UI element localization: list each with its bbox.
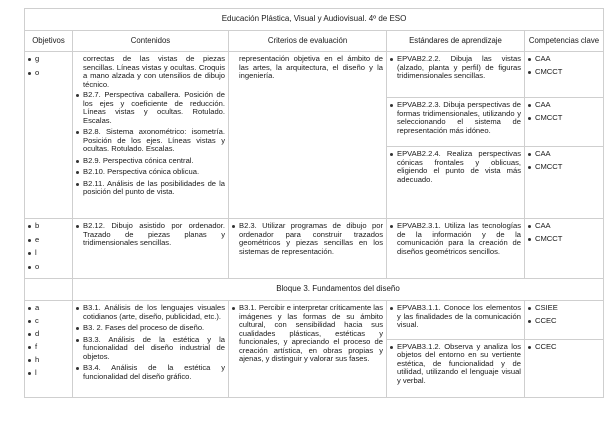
list-item: B2.11. Análisis de las posibilidades de la posición del punto de vista.	[76, 180, 225, 197]
list-item: f	[28, 343, 69, 351]
estandar-cell	[387, 52, 525, 98]
estandar-cell	[387, 301, 525, 340]
contenido-continuation: correctas de las vistas de piezas sencillas. Líneas vistas y ocultas. Croquis a mano alzada y con utensilios de dibujo técnico.	[83, 54, 225, 89]
column-header-row	[25, 31, 604, 52]
estandar-text: EPVAB2.2.4. Realiza perspectivas cónicas frontales y oblicuas, eligiendo el punto de vista más adecuado.	[390, 150, 521, 184]
section-header-row	[25, 279, 604, 301]
table-row	[25, 301, 604, 340]
competencias-cell	[525, 98, 604, 147]
list-item: c	[28, 317, 69, 325]
competencias-cell	[525, 219, 604, 279]
contenidos-cell	[73, 52, 229, 219]
table-title-row	[25, 9, 604, 31]
estandar-cell	[387, 339, 525, 397]
list-item: CAA	[528, 150, 600, 159]
criterios-cell	[229, 52, 387, 219]
list-item: d	[28, 330, 69, 338]
list-item: B3.1. Percibir e interpretar críticamente las imágenes y las formas de su ámbito cultural, con sensibilidad hacia sus cualidades plásticas, estéticas y funcionales, y apreciando el proceso de creación artística, en obras propias y ajenas, y distinguir y valorar sus fases.	[232, 304, 383, 364]
list-item: g	[28, 55, 69, 64]
estandar-text: EPVAB2.3.1. Utiliza las tecnologías de la información y de la comunicación para la creación de diseños geométricos sencillos.	[390, 222, 521, 256]
table-row	[25, 52, 604, 98]
list-item: CCEC	[528, 343, 600, 352]
list-item: h	[28, 356, 69, 364]
list-item: CAA	[528, 101, 600, 110]
competencias-cell	[525, 147, 604, 219]
estandar-text: EPVAB3.1.2. Observa y analiza los objetos del entorno en su vertiente estética, de funcionalidad y de utilidad, utilizando el lenguaje visual y verbal.	[390, 343, 521, 386]
header-competencias: Competencias clave	[525, 31, 604, 52]
criterios-cell	[229, 301, 387, 398]
header-criterios: Criterios de evaluación	[229, 31, 387, 52]
estandar-text: EPVAB2.2.3. Dibuja perspectivas de formas tridimensionales, utilizando y seleccionando el sistema de representación más idóneo.	[390, 101, 521, 135]
estandar-cell	[387, 147, 525, 219]
list-item: CMCCT	[528, 114, 600, 123]
list-item: B3.4. Análisis de la estética y funcionalidad del diseño gráfico.	[76, 364, 225, 381]
list-item: b	[28, 222, 69, 231]
list-item: B3.3. Análisis de la estética y la funcionalidad del diseño industrial de objetos.	[76, 336, 225, 362]
list-item: B2.10. Perspectiva cónica oblicua.	[76, 168, 225, 177]
table-title: Educación Plástica, Visual y Audiovisual. 4º de ESO	[25, 9, 604, 31]
contenidos-cell	[73, 219, 229, 279]
list-item: o	[28, 69, 69, 78]
header-contenidos: Contenidos	[73, 31, 229, 52]
list-item: CAA	[528, 55, 600, 64]
criterios-cell	[229, 219, 387, 279]
objetivos-cell	[25, 301, 73, 398]
competencias-cell	[525, 301, 604, 340]
estandar-cell	[387, 98, 525, 147]
list-item: l	[28, 369, 69, 377]
criterio-continuation: representación objetiva en el ámbito de las artes, la arquitectura, el diseño y la ingeniería.	[239, 54, 383, 80]
list-item: B3.1. Análisis de los lenguajes visuales cotidianos (arte, diseño, publicidad, etc.).	[76, 304, 225, 321]
list-item: CAA	[528, 222, 600, 231]
header-objetivos: Objetivos	[25, 31, 73, 52]
list-item: CMCCT	[528, 163, 600, 172]
header-estandares: Estándares de aprendizaje	[387, 31, 525, 52]
list-item: B2.12. Dibujo asistido por ordenador. Trazado de piezas planas y tridimensionales sencillas.	[76, 222, 225, 248]
contenidos-cell	[73, 301, 229, 398]
list-item: B2.9. Perspectiva cónica central.	[76, 157, 225, 166]
estandar-text: EPVAB2.2.2. Dibuja las vistas (alzado, planta y perfil) de figuras tridimensionales sencillas.	[390, 55, 521, 81]
list-item: a	[28, 304, 69, 312]
list-item: CMCCT	[528, 235, 600, 244]
curriculum-table	[24, 8, 604, 398]
list-item: CMCCT	[528, 68, 600, 77]
list-item: CCEC	[528, 317, 600, 326]
list-item: B2.7. Perspectiva caballera. Posición de los ejes y coeficiente de reducción. Líneas vistas y ocultas. Rotulado. Escalas.	[76, 91, 225, 125]
estandar-text: EPVAB3.1.1. Conoce los elementos y las finalidades de la comunicación visual.	[390, 304, 521, 330]
list-item: B3. 2. Fases del proceso de diseño.	[76, 324, 225, 333]
list-item: e	[28, 236, 69, 245]
list-item: B2.3. Utilizar programas de dibujo por ordenador para construir trazados geométricos y piezas sencillas en los sistemas de representación.	[232, 222, 383, 256]
list-item: CSIEE	[528, 304, 600, 313]
objetivos-cell	[25, 219, 73, 279]
section-header-spacer	[25, 279, 73, 301]
table-row	[25, 219, 604, 279]
section-title: Bloque 3. Fundamentos del diseño	[73, 279, 604, 301]
list-item: l	[28, 249, 69, 258]
list-item: B2.8. Sistema axonométrico: isometría. Posición de los ejes. Líneas vistas y ocultas. Rotulado. Escalas.	[76, 128, 225, 154]
competencias-cell	[525, 339, 604, 397]
list-item: o	[28, 263, 69, 272]
objetivos-cell	[25, 52, 73, 219]
estandar-cell	[387, 219, 525, 279]
competencias-cell	[525, 52, 604, 98]
